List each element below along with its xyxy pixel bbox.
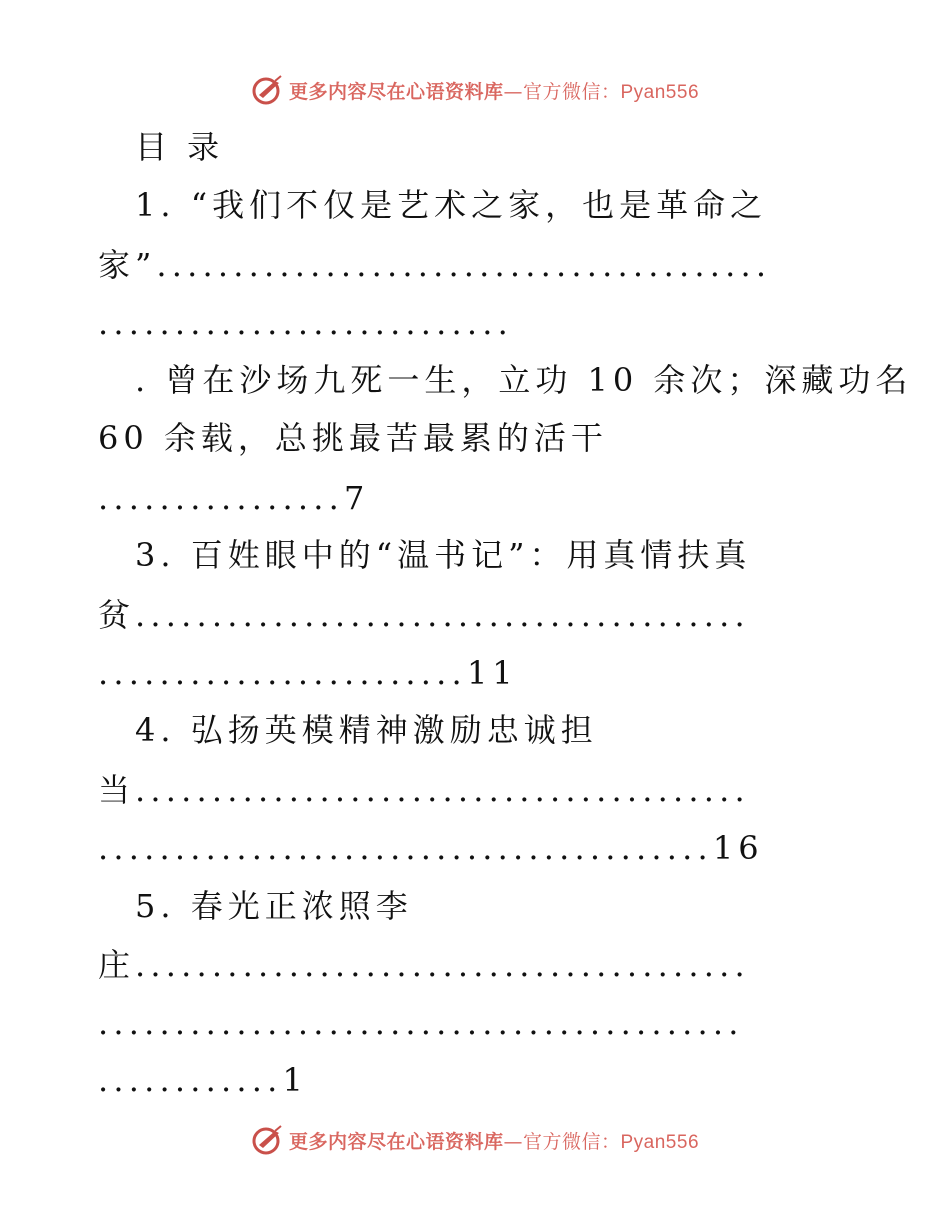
toc-entry-5-leader-3: ............ <box>98 1061 283 1099</box>
watermark-text <box>289 1127 699 1154</box>
toc-entry-3-leader: ........................................ <box>135 596 750 634</box>
toc-entry-4-leader: ........................................ <box>135 771 750 809</box>
pen-logo-icon <box>251 1123 285 1157</box>
toc-entry-4-page: 16 <box>712 829 764 867</box>
watermark-banner-bottom <box>0 1120 950 1160</box>
toc-entry-2-continuation: 60 余载，总挑最苦最累的活干 <box>98 419 608 457</box>
toc-entry-4-line-2 <box>98 828 764 868</box>
toc-entry-3-line <box>98 595 750 635</box>
toc-entry-5-heading: 5. 春光正浓照李 <box>135 887 413 925</box>
toc-entry-5-leader: ........................................ <box>135 946 750 984</box>
toc-entry-1-leader: ........................................ <box>156 246 772 284</box>
toc-entry-5-continuation: 庄 <box>98 946 136 984</box>
toc-entry-3-continuation: 贫 <box>98 596 136 634</box>
watermark-label: —官方微信： <box>503 80 621 103</box>
toc-entry-2-leader: ................ <box>98 479 344 517</box>
toc-entry-2-line <box>98 478 369 518</box>
toc-entry-4-leader-2: ........................................ <box>98 829 713 867</box>
toc-entry-1-heading: 1. “我们不仅是艺术之家，也是革命之 <box>135 186 768 224</box>
toc-entry-4-continuation: 当 <box>98 771 136 809</box>
toc-entry-5-line-3 <box>98 1060 308 1100</box>
pen-logo-icon <box>251 73 285 107</box>
toc-entry-2-heading: . 曾在沙场九死一生，立功 10 余次；深藏功名 <box>135 361 913 399</box>
watermark-text <box>289 77 699 104</box>
watermark-brand: 更多内容尽在心语资料库 <box>288 1130 504 1153</box>
toc-entry-3-page: 11 <box>466 654 518 692</box>
toc-entry-1-continuation: 家” <box>98 246 157 284</box>
toc-entry-5-line <box>98 945 750 985</box>
toc-entry-4-line <box>98 770 750 810</box>
toc-entry-3-heading: 3. 百姓眼中的“温书记”：用真情扶真 <box>135 536 752 574</box>
watermark-brand: 更多内容尽在心语资料库 <box>288 80 504 103</box>
toc-entry-4-heading: 4. 弘扬英模精神激励忠诚担 <box>135 711 598 749</box>
toc-entry-1-leader-2: ........................... <box>98 304 514 342</box>
toc-entry-5-leader-2: .......................................... <box>98 1004 744 1042</box>
toc-entry-3-leader-2: ........................ <box>98 654 467 692</box>
toc-entry-1-line <box>98 245 771 285</box>
toc-entry-5-page: 1 <box>282 1061 308 1099</box>
watermark-banner-top <box>0 70 950 110</box>
toc-title: 目 录 <box>135 128 225 166</box>
toc-entry-2-page: 7 <box>343 479 370 517</box>
toc-entry-3-line-2 <box>98 653 518 693</box>
watermark-label: —官方微信： <box>503 1130 621 1153</box>
watermark-wechat-id: Pyan556 <box>620 81 700 103</box>
watermark-wechat-id: Pyan556 <box>620 1131 700 1153</box>
